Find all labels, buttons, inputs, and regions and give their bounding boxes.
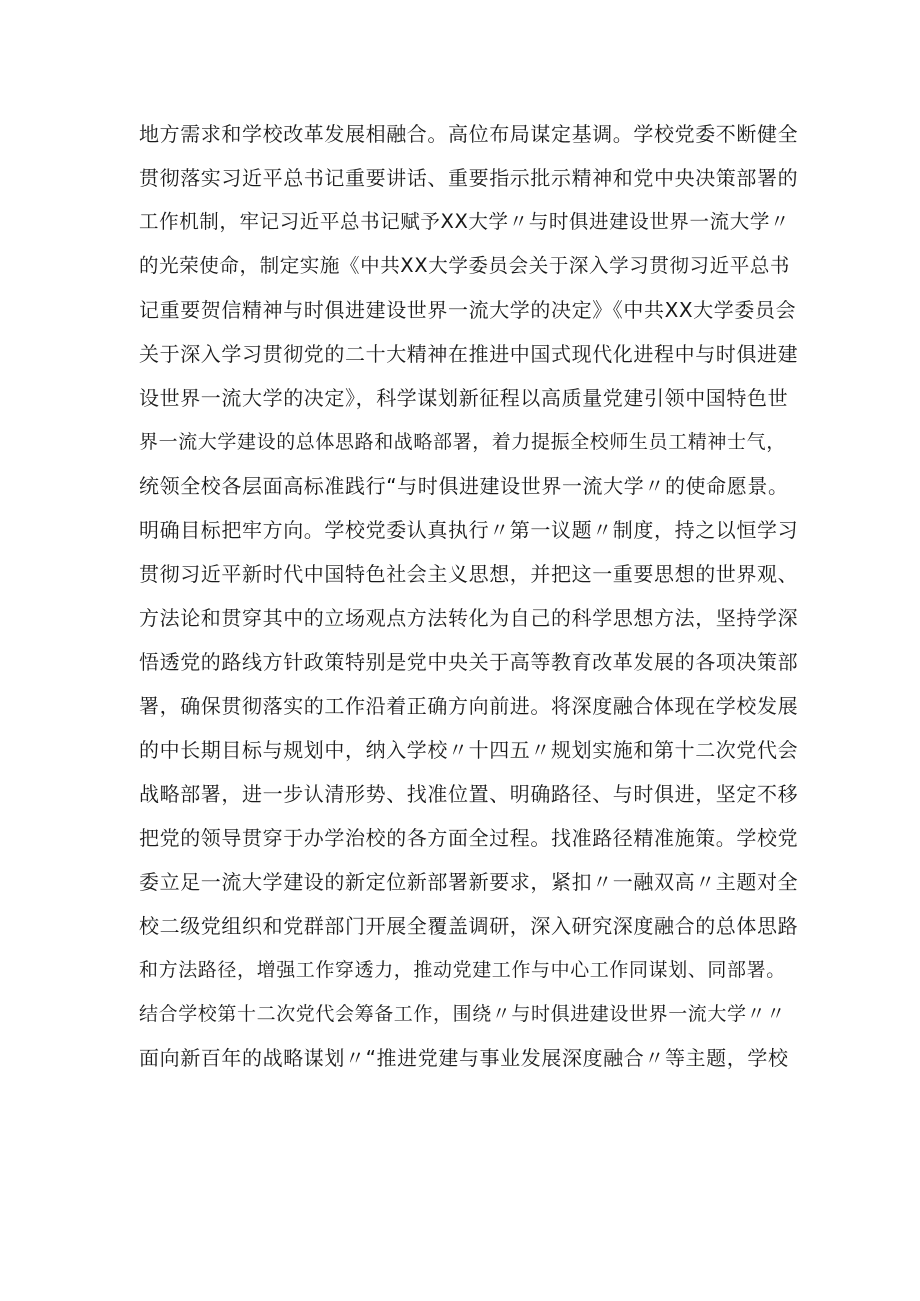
text-line: 的中长期目标与规划中，纳入学校〃十四五〃规划实施和第十二次党代会: [139, 738, 799, 762]
text-line: 战略部署，进一步认清形势、找准位置、明确路径、与时俱进，坚定不移: [139, 782, 799, 806]
text-line: 方法论和贯穿其中的立场观点方法转化为自己的科学思想方法，坚持学深: [139, 606, 799, 630]
text-line: 记重要贺信精神与时俱进建设世界一流大学的决定》《中共XX大学委员会: [139, 298, 797, 322]
text-line: 校二级党组织和党群部门开展全覆盖调研，深入研究深度融合的总体思路: [139, 914, 799, 938]
text-line: 委立足一流大学建设的新定位新部署新要求，紧扣〃一融双高〃主题对全: [139, 870, 799, 894]
text-line: 和方法路径，增强工作穿透力，推动党建工作与中心工作同谋划、同部署。: [139, 959, 786, 981]
text-line: 界一流大学建设的总体思路和战略部署，着力提振全校师生员工精神士气，: [139, 431, 786, 453]
text-line: 把党的领导贯穿于办学治校的各方面全过程。找准路径精准施策。学校党: [139, 826, 799, 850]
text-line: 统领全校各层面高标准践行“与时俱进建设世界一流大学〃的使命愿景。: [139, 474, 789, 498]
text-line: 结合学校第十二次党代会筹备工作，围绕〃与时俱进建设世界一流大学〃〃: [139, 1003, 786, 1025]
text-line: 署，确保贯彻落实的工作沿着正确方向前进。将深度融合体现在学校发展: [139, 694, 799, 718]
text-line: 地方需求和学校改革发展相融合。高位布局谋定基调。学校党委不断健全: [139, 122, 799, 146]
text-line: 的光荣使命，制定实施《中共XX大学委员会关于深入学习贯彻习近平总书: [139, 254, 791, 277]
text-line: 设世界一流大学的决定》，科学谋划新征程以高质量党建引领中国特色世: [139, 386, 789, 410]
body-paragraph: [139, 112, 799, 1080]
text-line: 贯彻习近平新时代中国特色社会主义思想，并把这一重要思想的世界观、: [139, 562, 799, 586]
text-line: 悟透党的路线方针政策特别是党中央关于高等教育改革发展的各项决策部: [139, 650, 799, 674]
text-line: 面向新百年的战略谋划〃“推进党建与事业发展深度融合〃等主题，学校: [139, 1046, 789, 1070]
text-line: 明确目标把牢方向。学校党委认真执行〃第一议题〃制度，持之以恒学习: [139, 518, 799, 542]
text-line: 贯彻落实习近平总书记重要讲话、重要指示批示精神和党中央决策部署的: [139, 166, 799, 190]
text-line: 工作机制，牢记习近平总书记赋予XX大学〃与时俱进建设世界一流大学〃: [139, 210, 791, 233]
text-line: 关于深入学习贯彻党的二十大精神在推进中国式现代化进程中与时俱进建: [139, 342, 799, 366]
